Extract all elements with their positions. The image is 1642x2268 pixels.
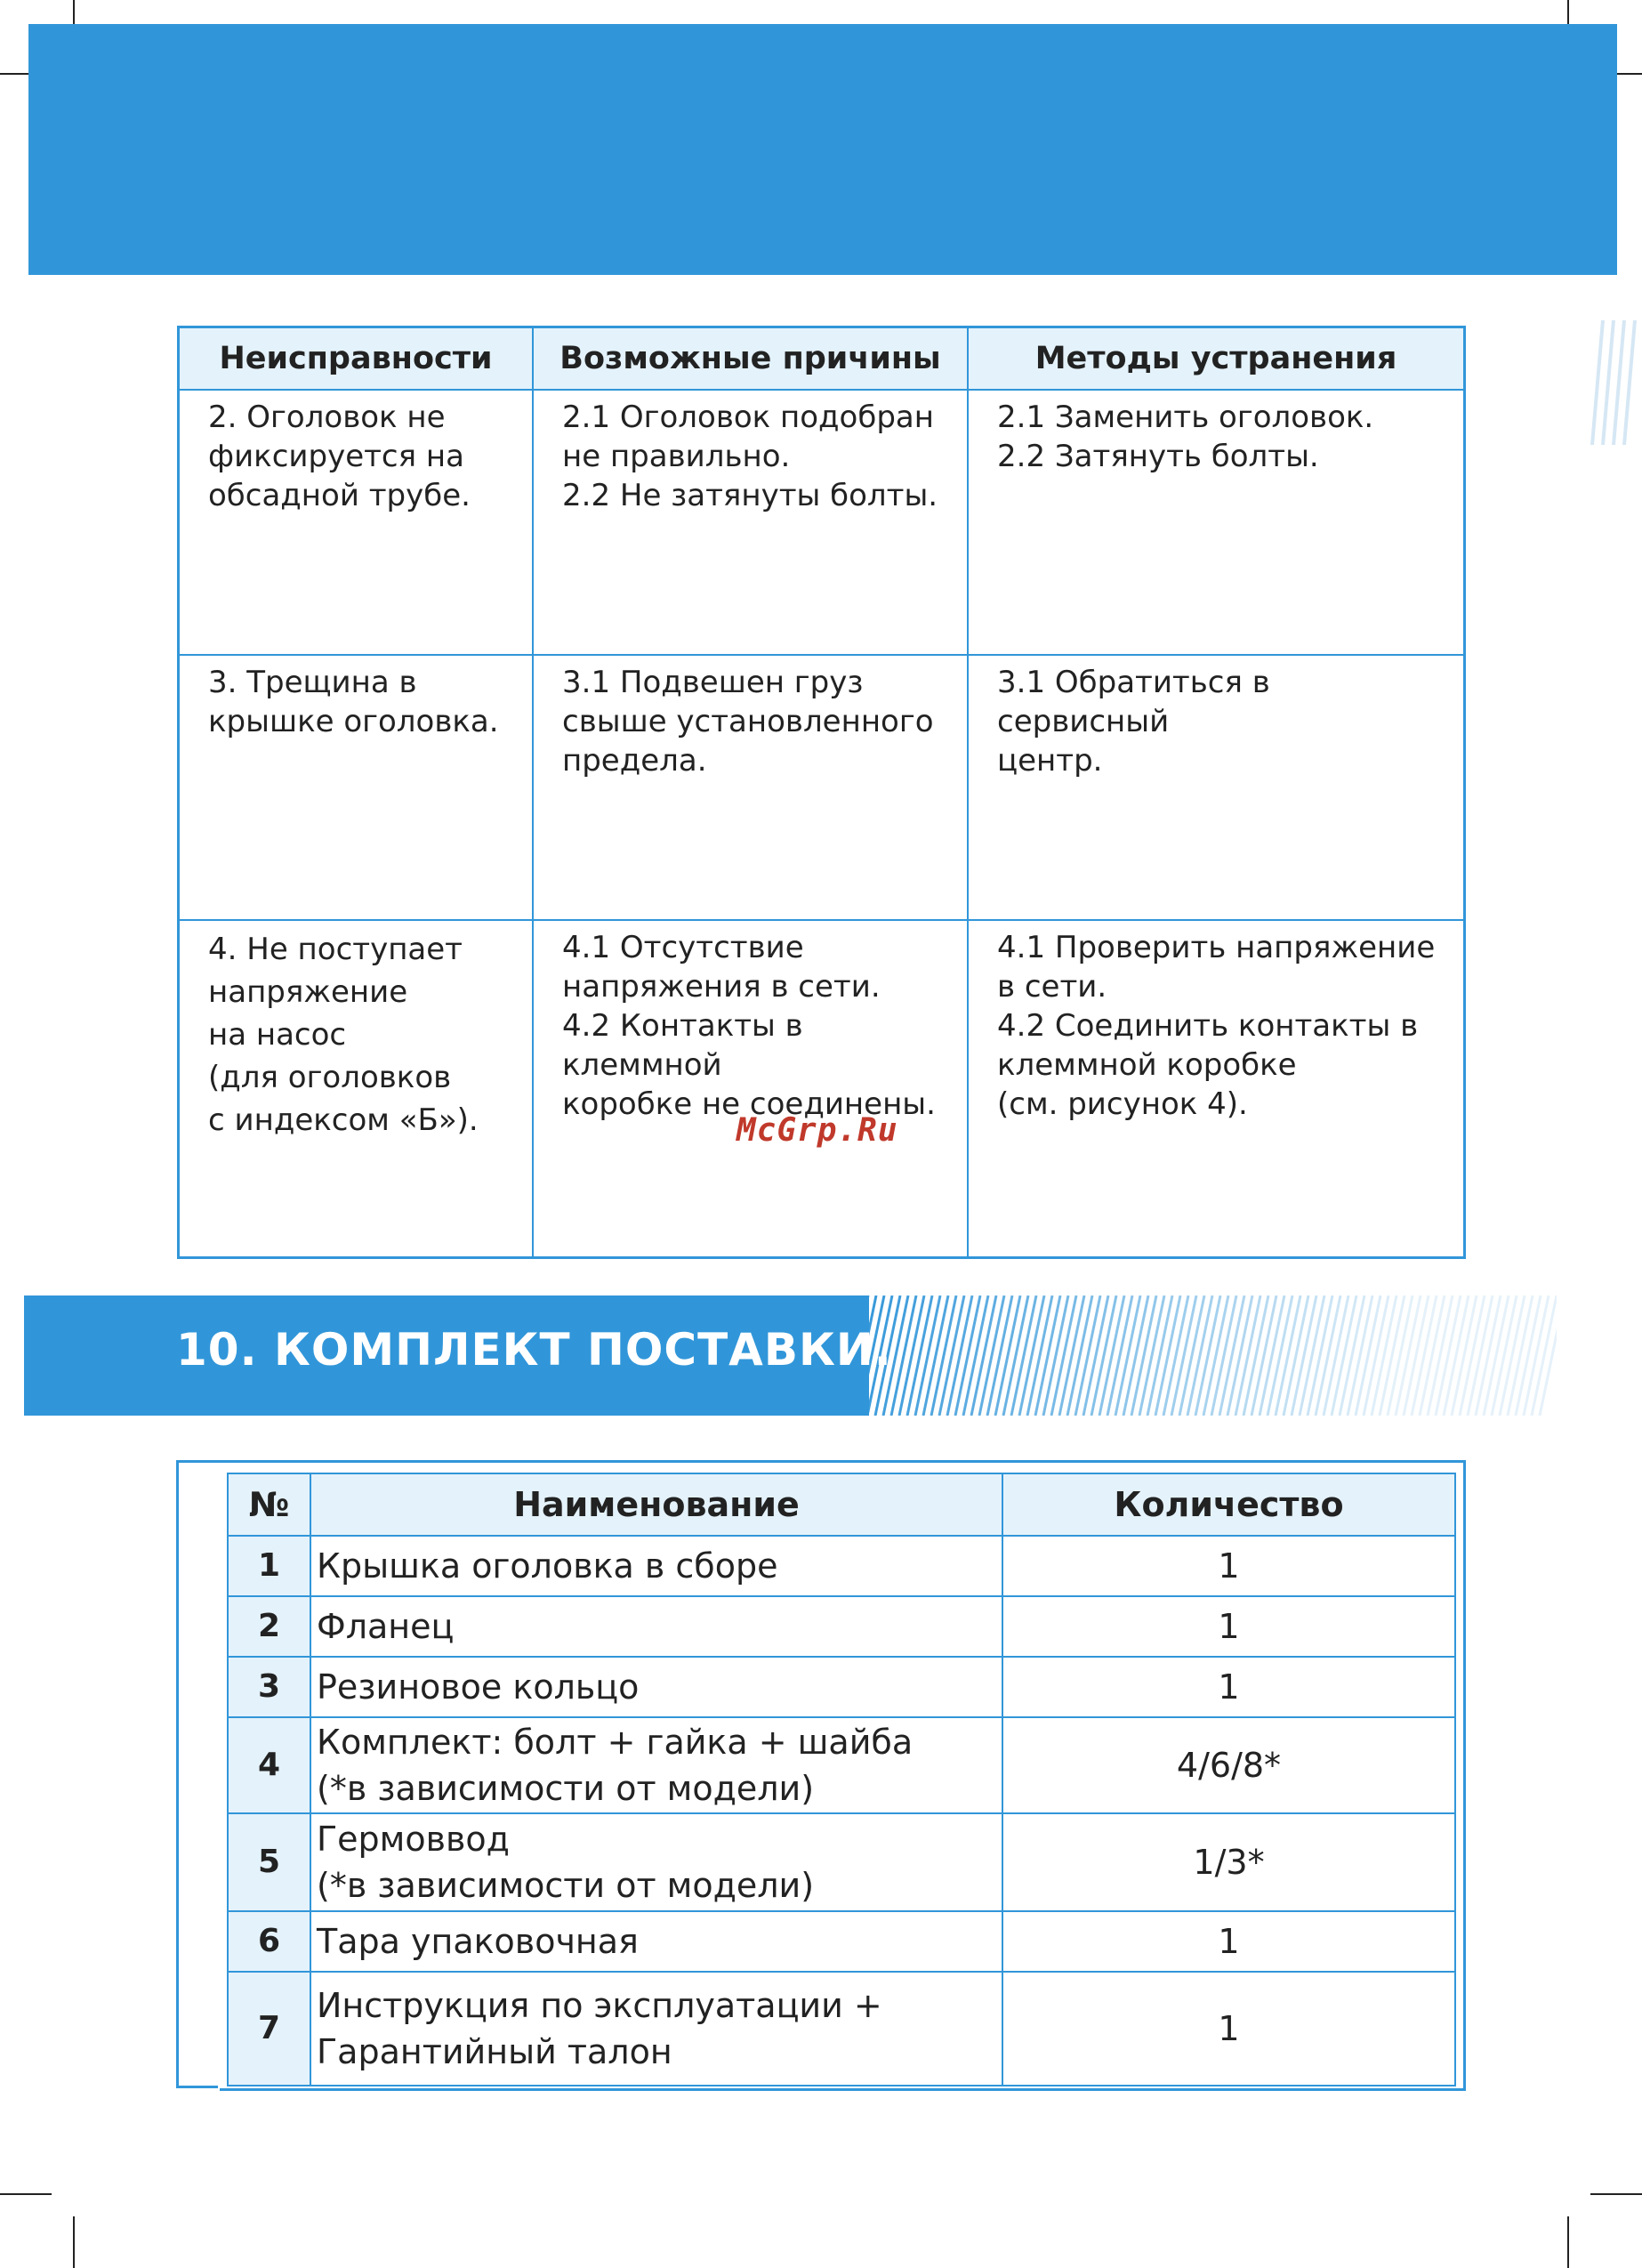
remedy-cell: 2.1 Заменить оголовок. 2.2 Затянуть болты. [968, 390, 1463, 655]
header-name: Наименование [310, 1473, 1002, 1536]
crop-mark [1567, 2216, 1569, 2268]
row-number: 4 [228, 1717, 310, 1813]
table-row [180, 920, 1463, 1256]
item-quantity: 4/6/8* [1002, 1717, 1455, 1813]
item-quantity: 1 [1002, 1657, 1455, 1717]
table-row [228, 1717, 1455, 1813]
fault-cell: 3. Трещина в крышке оголовка. [180, 655, 533, 920]
row-number: 3 [228, 1657, 310, 1717]
header-quantity: Количество [1002, 1473, 1455, 1536]
kit-table [227, 1473, 1456, 2086]
table-row [228, 1657, 1455, 1717]
row-number: 5 [228, 1813, 310, 1911]
item-quantity: 1 [1002, 1536, 1455, 1596]
cause-cell: 4.1 Отсутствие напряжения в сети. 4.2 Контакты в клеммной коробке не соединены. [533, 920, 968, 1256]
item-name: Крышка оголовка в сборе [310, 1536, 1002, 1596]
item-name: Резиновое кольцо [310, 1657, 1002, 1717]
table-header-row [180, 328, 1463, 390]
frame-notch-border [176, 2046, 218, 2088]
table-row [228, 1972, 1455, 2086]
table-row [228, 1813, 1455, 1911]
row-number: 6 [228, 1911, 310, 1972]
remedy-cell: 3.1 Обратиться в сервисный центр. [968, 655, 1463, 920]
header-number: № [228, 1473, 310, 1536]
section-title: 10. КОМПЛЕКТ ПОСТАВКИ. [176, 1324, 892, 1376]
crop-mark [1590, 2193, 1642, 2195]
item-quantity: 1/3* [1002, 1813, 1455, 1911]
row-number: 1 [228, 1536, 310, 1596]
header-faults: Неисправности [180, 328, 533, 390]
cause-cell: 3.1 Подвешен груз свыше установленного предела. [533, 655, 968, 920]
item-quantity: 1 [1002, 1972, 1455, 2086]
remedy-cell: 4.1 Проверить напряжение в сети. 4.2 Соединить контакты в клеммной коробке (см. рисунок 4). [997, 930, 1436, 1122]
table-row [180, 390, 1463, 655]
fault-cell: 2. Оголовок не фиксируется на обсадной трубе. [180, 390, 533, 655]
item-name: Тара упаковочная [310, 1911, 1002, 1972]
decorative-stripes [1583, 320, 1642, 445]
crop-mark [73, 2216, 75, 2268]
watermark-text: McGrp.Ru [736, 1112, 898, 1149]
table-row [180, 655, 1463, 920]
top-banner [28, 24, 1617, 275]
cause-cell: 2.1 Оголовок подобран не правильно. 2.2 Не затянуты болты. [533, 390, 968, 655]
fault-cell: 4. Не поступает напряжение на насос (для оголовков с индексом «Б»). [180, 920, 533, 1256]
table-row [228, 1596, 1455, 1657]
row-number: 7 [228, 1972, 310, 2086]
header-remedies: Методы устранения [968, 328, 1463, 390]
table-row [228, 1536, 1455, 1596]
section-header-stripes [827, 1295, 1557, 1416]
item-name: Фланец [310, 1596, 1002, 1657]
item-quantity: 1 [1002, 1911, 1455, 1972]
table-row [228, 1911, 1455, 1972]
table-header-row [228, 1473, 1455, 1536]
item-name: Комплект: болт + гайка + шайба (*в зависимости от модели) [310, 1717, 1002, 1813]
crop-mark [0, 2193, 52, 2195]
item-quantity: 1 [1002, 1596, 1455, 1657]
header-causes: Возможные причины [533, 328, 968, 390]
row-number: 2 [228, 1596, 310, 1657]
item-name: Гермоввод (*в зависимости от модели) [310, 1813, 1002, 1911]
item-name: Инструкция по эксплуатации + Гарантийный талон [310, 1972, 1002, 2086]
